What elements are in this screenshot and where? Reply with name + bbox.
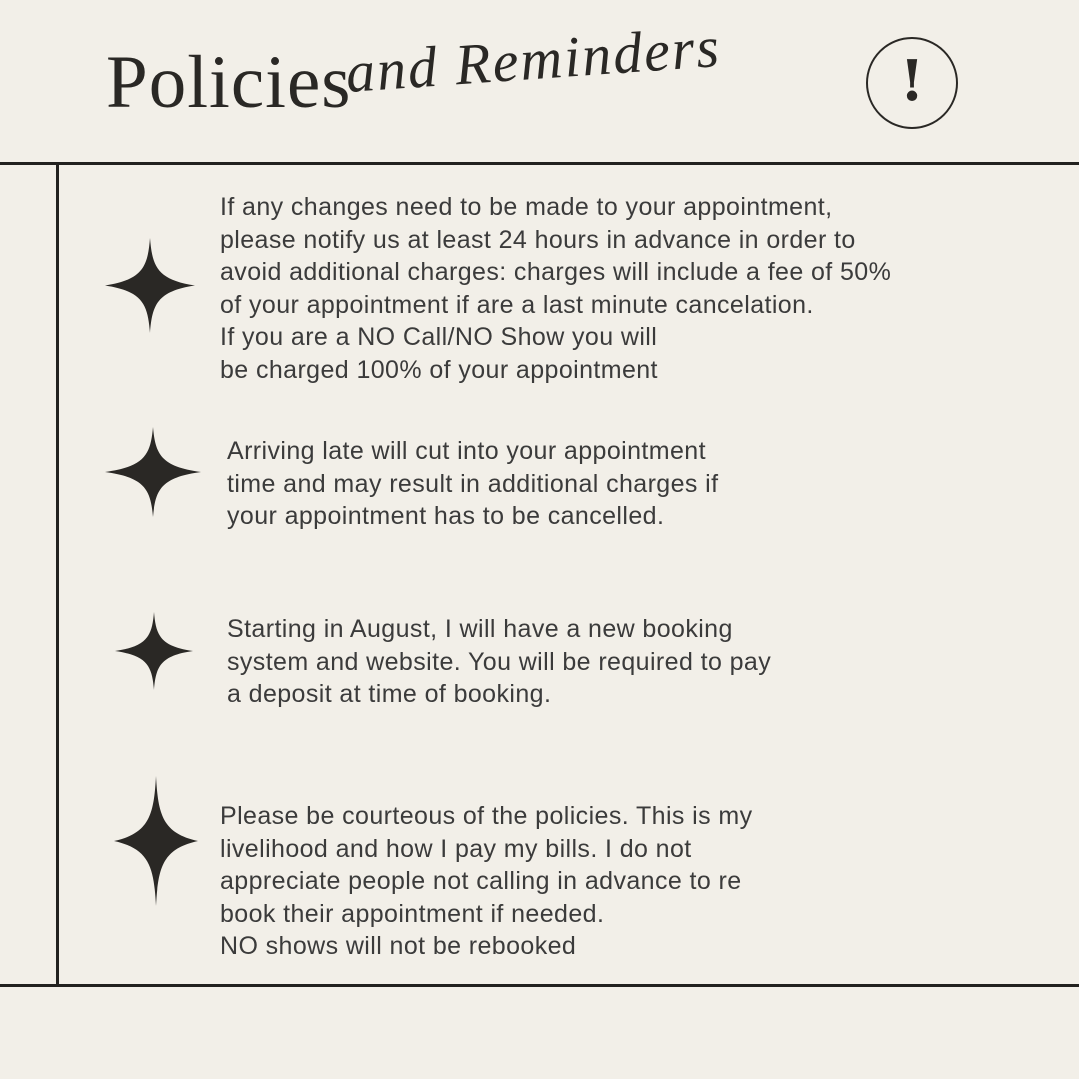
sparkle-four-point-icon — [105, 427, 201, 517]
policy-text — [227, 613, 1079, 711]
page-title: Policies — [106, 41, 352, 124]
policy-line: NO shows will not be rebooked — [220, 932, 577, 960]
policy-line: Starting in August, I will have a new booking — [227, 615, 733, 643]
sparkle-four-point-icon — [114, 776, 198, 906]
page-subtitle-script: and Reminders — [343, 13, 723, 105]
policy-line: time and may result in additional charges if — [227, 469, 719, 498]
sparkle-four-point-icon — [115, 612, 193, 690]
policy-line: book their appointment if needed. — [220, 899, 605, 928]
exclamation-icon: ! — [899, 48, 925, 114]
policy-line: If any changes need to be made to your appointment, — [220, 193, 833, 221]
sparkle-four-point-icon — [105, 238, 195, 333]
policy-line: If you are a NO Call/NO Show you will — [220, 323, 658, 351]
policy-text — [227, 435, 1079, 533]
policy-line: be charged 100% of your appointment — [220, 355, 658, 384]
policy-item — [0, 613, 1079, 711]
policy-line: avoid additional charges: charges will include a fee of 50% — [220, 258, 892, 286]
policy-line: a deposit at time of booking. — [227, 680, 552, 708]
policy-line: livelihood and how I pay my bills. I do not — [220, 834, 692, 863]
top-divider — [0, 162, 1079, 165]
policy-line: Please be courteous of the policies. This is my — [220, 802, 753, 830]
policy-item — [0, 800, 1079, 963]
bottom-divider — [0, 984, 1079, 987]
policy-text — [220, 191, 1079, 386]
policy-line: of your appointment if are a last minute cancelation. — [220, 290, 814, 319]
policy-item — [0, 191, 1079, 386]
policy-line: system and website. You will be required to pay — [227, 647, 772, 676]
policy-text — [220, 800, 1079, 963]
alert-badge — [866, 37, 958, 129]
policy-line: please notify us at least 24 hours in advance in order to — [220, 225, 856, 254]
policy-line: appreciate people not calling in advance to re — [220, 867, 742, 895]
policy-line: Arriving late will cut into your appointment — [227, 437, 706, 465]
policy-line: your appointment has to be cancelled. — [227, 502, 665, 530]
policy-item — [0, 435, 1079, 533]
